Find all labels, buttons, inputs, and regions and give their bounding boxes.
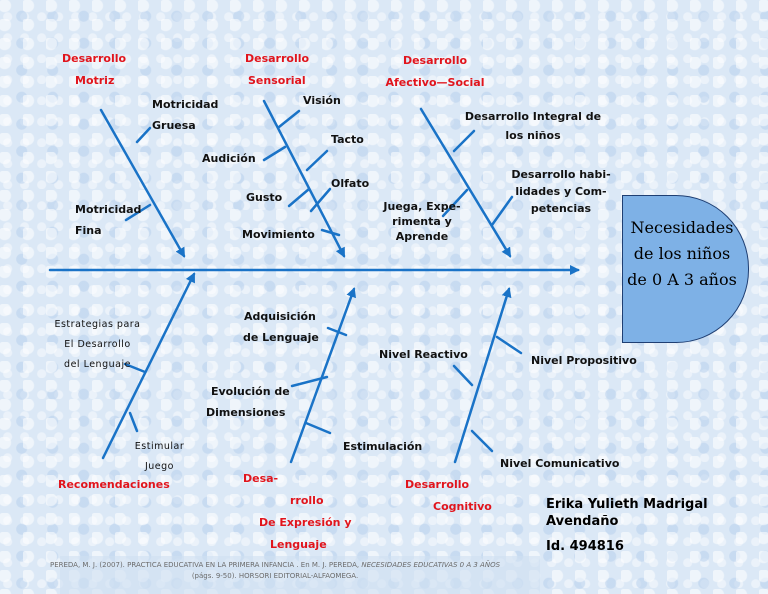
category-expresion-line2: rrollo: [290, 494, 324, 507]
category-motriz-line2: Motriz: [75, 74, 115, 87]
cause-juega: [374, 199, 470, 244]
cause-habilidades-line1: Desarrollo habi-: [511, 168, 611, 181]
cause-estrategias-line2: El Desarrollo: [64, 339, 131, 350]
category-expresion-line4: Lenguaje: [270, 538, 327, 551]
cause-estrategias-line3: del Lenguaje: [64, 359, 131, 370]
branch-nivel-comunicativo: [472, 431, 492, 451]
head-line-3: de 0 A 3 años: [627, 270, 737, 289]
cause-olfato: Olfato: [331, 177, 370, 190]
category-sensorial: [245, 48, 309, 92]
branch-vision: [279, 111, 299, 127]
author-name: [546, 496, 708, 530]
head-line-2: de los niños: [633, 244, 731, 263]
citation: [40, 560, 510, 582]
category-cognitivo-line2: Cognitivo: [433, 500, 492, 513]
cause-nivel-reactivo: Nivel Reactivo: [379, 348, 468, 361]
cause-motricidad-fina-line1: Motricidad: [75, 203, 142, 216]
cause-estimular-line2: Juego: [144, 461, 174, 472]
cause-evolucion: [206, 381, 290, 423]
citation-title: NECESIDADES EDUCATIVAS 0 A 3 AÑOS: [361, 561, 501, 569]
category-recomendaciones: [58, 474, 170, 496]
category-afectivo: [380, 50, 490, 94]
cause-vision: Visión: [303, 94, 341, 107]
citation-part1: PEREDA, M. J. (2007). PRACTICA EDUCATIVA EN LA PRIMERA INFANCIA . En M. J. PEREDA,: [49, 561, 360, 569]
category-motriz-line1: Desarrollo: [62, 52, 127, 65]
category-sensorial-line1: Desarrollo: [245, 52, 310, 65]
branch-estimular: [130, 413, 137, 431]
category-afectivo-line1: Desarrollo: [402, 54, 468, 67]
cause-habilidades-line2: lidades y Com-: [515, 185, 607, 198]
category-cognitivo: [405, 474, 492, 518]
branch-gusto: [289, 189, 309, 206]
cause-motricidad-fina-line2: Fina: [75, 224, 102, 237]
branch-estimulacion: [306, 423, 330, 433]
cause-adquisicion-line1: Adquisición: [244, 310, 316, 323]
citation-part2: (págs. 9-50). HORSORI EDITORIAL-ALFAOMEGA.: [191, 572, 359, 580]
cause-gusto: Gusto: [246, 191, 283, 204]
cause-estrategias: [45, 315, 150, 375]
category-motriz: [62, 48, 126, 92]
branch-nivel-propositivo: [497, 337, 521, 353]
cause-desarrollo-integral: [458, 106, 608, 144]
effect-head-label: [622, 215, 742, 293]
cause-juega-line1: Juega, Expe-: [383, 200, 461, 213]
cause-adquisicion-line2: de Lenguaje: [243, 331, 319, 344]
category-expresion: [243, 468, 352, 556]
cause-motricidad-gruesa-line1: Motricidad: [152, 98, 219, 111]
cause-movimiento: Movimiento: [242, 228, 315, 241]
cause-adquisicion: [243, 306, 319, 348]
cause-estimular-line1: Estimular: [134, 441, 185, 452]
head-line-1: Necesidades: [630, 218, 734, 237]
cause-estimular: [122, 437, 197, 477]
cause-desarrollo-integral-line1: Desarrollo Integral de: [464, 110, 602, 123]
cause-juega-line2: rimenta y: [392, 215, 452, 228]
cause-nivel-comunicativo: Nivel Comunicativo: [500, 457, 620, 470]
branch-audicion: [264, 147, 285, 160]
cause-motricidad-gruesa-line2: Gruesa: [152, 119, 196, 132]
cause-evolucion-line1: Evolución de: [211, 385, 290, 398]
cause-motricidad-gruesa: [152, 94, 218, 136]
cause-estimulacion: Estimulación: [343, 440, 423, 453]
category-cognitivo-line1: Desarrollo: [405, 478, 470, 491]
cause-habilidades: [506, 166, 616, 217]
cause-tacto: Tacto: [331, 133, 364, 146]
cause-estrategias-line1: Estrategias para: [54, 319, 141, 330]
cause-juega-line3: Aprende: [395, 230, 449, 243]
branch-nivel-reactivo: [454, 366, 472, 385]
author-id: Id. 494816: [546, 539, 624, 554]
category-expresion-line3: De Expresión y: [259, 516, 352, 529]
branch-motricidad-gruesa: [137, 128, 150, 142]
branch-evolucion: [292, 377, 327, 386]
cause-audicion: Audición: [202, 152, 256, 165]
author-name-line1: Erika Yulieth Madrigal: [546, 497, 708, 512]
category-afectivo-line2: Afectivo—Social: [385, 76, 485, 89]
cause-desarrollo-integral-line2: los niños: [505, 129, 561, 142]
branch-tacto: [307, 151, 327, 170]
category-recomendaciones-text: Recomendaciones: [58, 478, 170, 491]
category-sensorial-line2: Sensorial: [248, 74, 306, 87]
cause-motricidad-fina: [75, 199, 141, 241]
author-name-line2: Avendaño: [546, 514, 619, 529]
cause-evolucion-line2: Dimensiones: [206, 406, 286, 419]
cause-habilidades-line3: petencias: [530, 202, 592, 215]
category-expresion-line1: Desa-: [243, 472, 279, 485]
cause-nivel-propositivo: Nivel Propositivo: [531, 354, 637, 367]
